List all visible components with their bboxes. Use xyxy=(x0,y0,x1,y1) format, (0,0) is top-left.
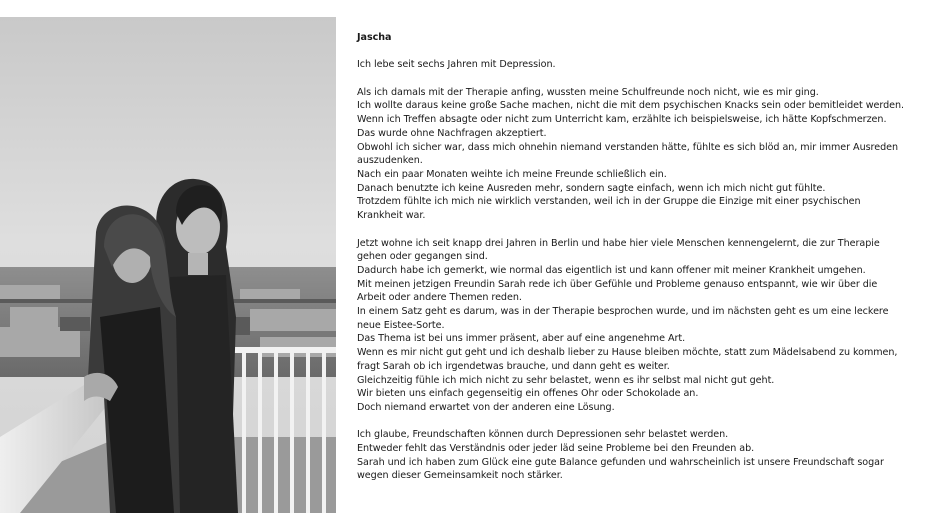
text-line: wegen dieser Gemeinsamkeit noch stärker. xyxy=(357,470,563,482)
text-line: Ich lebe seit sechs Jahren mit Depression. xyxy=(357,59,556,71)
text-line: Ich wollte daraus keine große Sache machen, nicht die mit dem psychischen Knacks sein oder bemitleidet werden. xyxy=(357,100,904,112)
text-line: Obwohl ich sicher war, dass mich ohnehin niemand verstanden hätte, fühlte es sich blöd an, mir immer Ausreden xyxy=(357,141,899,153)
paragraph-1 xyxy=(357,86,927,223)
text-line: Jetzt wohne ich seit knapp drei Jahren in Berlin und habe hier viele Menschen kennengelernt, die zur Therapie xyxy=(357,237,880,249)
text-line: Wenn ich Treffen absagte oder nicht zum Unterricht kam, erzählte ich beispielsweise, ich hätte Kopfschmerzen. xyxy=(357,114,887,126)
text-line: Mit meinen jetzigen Freundin Sarah rede ich über Gefühle und Probleme genauso entspannt, wie wir über die xyxy=(357,278,878,290)
portrait-photo xyxy=(0,17,336,513)
text-line: neue Eistee-Sorte. xyxy=(357,319,445,331)
text-line: Das Thema ist bei uns immer präsent, aber auf eine angenehme Art. xyxy=(357,333,686,345)
text-line: Krankheit war. xyxy=(357,210,426,222)
text-line: Nach ein paar Monaten weihte ich meine Freunde schließlich ein. xyxy=(357,169,667,180)
text-line: Sarah und ich haben zum Glück eine gute Balance gefunden und wahrscheinlich ist unsere Freundschaft sogar xyxy=(357,456,884,468)
text-line: auszudenken. xyxy=(357,155,423,167)
text-line: Danach benutzte ich keine Ausreden mehr, sondern sagte einfach, wenn ich mich nicht gut fühlte. xyxy=(357,182,826,194)
text-line: Wir bieten uns einfach gegenseitig ein offenes Ohr oder Schokolade an. xyxy=(357,388,699,400)
text-line: Als ich damals mit der Therapie anfing, wussten meine Schulfreunde noch nicht, wie es mir ging. xyxy=(357,86,819,98)
black-white-photo-of-two-women-on-balcony xyxy=(0,17,336,513)
text-line: Entweder fehlt das Verständnis oder jeder läd seine Probleme bei den Freunden ab. xyxy=(357,443,755,455)
intro-paragraph xyxy=(357,58,927,72)
text-line: Wenn es mir nicht gut geht und ich deshalb lieber zu Hause bleiben möchte, statt zum Mädelsabend zu kommen, xyxy=(357,347,898,359)
paragraph-2 xyxy=(357,237,927,415)
text-line: fragt Sarah ob ich irgendetwas brauche, und dann geht es weiter. xyxy=(357,360,670,372)
paragraph-3 xyxy=(357,428,927,483)
text-line: Ich glaube, Freundschaften können durch Depressionen sehr belastet werden. xyxy=(357,429,729,441)
article-title: Jascha xyxy=(357,32,392,43)
text-line: gehen oder gegangen sind. xyxy=(357,251,488,263)
text-line: Doch niemand erwartet von der anderen eine Lösung. xyxy=(357,401,615,413)
text-line: In einem Satz geht es darum, was in der Therapie besprochen wurde, und im nächsten geht es um eine leckere xyxy=(357,306,889,318)
text-line: Arbeit oder andere Themen reden. xyxy=(357,292,522,304)
text-line: Dadurch habe ich gemerkt, wie normal das eigentlich ist und kann offener mit meiner Krankheit umgehen. xyxy=(357,264,866,276)
text-line: Trotzdem fühlte ich mich nie wirklich verstanden, weil ich in der Gruppe die Einzige mit einer psychischen xyxy=(357,196,861,208)
text-line: Das wurde ohne Nachfragen akzeptiert. xyxy=(357,127,547,139)
article-text xyxy=(357,31,927,497)
text-line: Gleichzeitig fühle ich mich nicht zu sehr belastet, wenn es ihr selbst mal nicht gut geht. xyxy=(357,374,775,386)
